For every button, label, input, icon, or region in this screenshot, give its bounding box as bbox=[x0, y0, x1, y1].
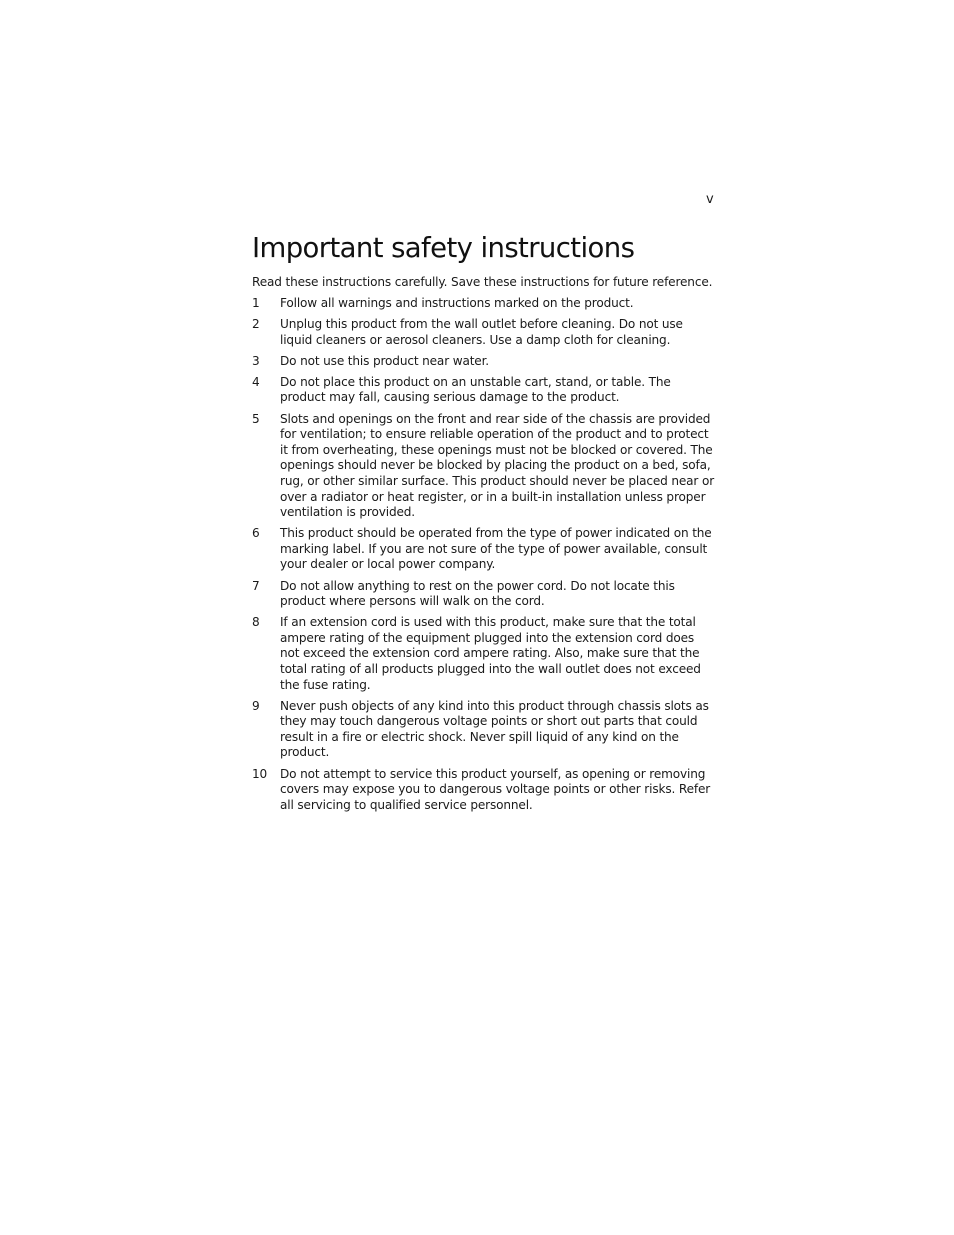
item-text: Do not place this product on an unstable cart, stand, or table. The product may fall, causing serious damage to the product. bbox=[280, 374, 671, 405]
item-text: Never push objects of any kind into this product through chassis slots as they may touch dangerous voltage points or short out parts that could result in a fire or electric shock. Never spill liquid of any kind on the product. bbox=[280, 698, 709, 760]
item-text: If an extension cord is used with this product, make sure that the total ampere rating of the equipment plugged into the extension cord does not exceed the extension cord ampere rating. Also, make sure that the total rating of all products plugged into the wall outlet does not exceed the fuse rating. bbox=[280, 615, 701, 692]
item-number: 10 bbox=[252, 766, 268, 781]
item-text: Unplug this product from the wall outlet before cleaning. Do not use liquid cleaners or aerosol cleaners. Use a damp cloth for cleaning. bbox=[280, 317, 683, 347]
item-text: Follow all warnings and instructions marked on the product. bbox=[280, 296, 634, 310]
page-title: Important safety instructions bbox=[252, 232, 635, 264]
list-item bbox=[252, 579, 717, 610]
item-number: 9 bbox=[252, 698, 260, 713]
safety-instructions-list bbox=[252, 296, 717, 813]
item-number: 8 bbox=[252, 615, 260, 630]
list-item bbox=[252, 615, 717, 693]
list-item bbox=[252, 296, 717, 312]
item-number: 2 bbox=[252, 317, 260, 332]
item-text: Do not allow anything to rest on the power cord. Do not locate this product where persons will walk on the cord. bbox=[280, 578, 675, 609]
list-item bbox=[252, 767, 717, 814]
item-number: 4 bbox=[252, 374, 260, 389]
list-item bbox=[252, 699, 717, 761]
item-number: 3 bbox=[252, 353, 260, 368]
item-text: This product should be operated from the type of power indicated on the marking label. If you are not sure of the type of power available, consult your dealer or local power company. bbox=[280, 526, 712, 572]
list-item bbox=[252, 354, 717, 370]
item-text: Slots and openings on the front and rear side of the chassis are provided for ventilation; to ensure reliable operation of the product and to protect it from overheating, these openings must not be blocked or covered. The openings should never be blocked by placing the product on a bed, sofa, rug, or other similar surface. This product should never be placed near or over a radiator or heat register, or in a built-in installation unless proper ventilation is provided. bbox=[280, 411, 715, 520]
item-text: Do not attempt to service this product yourself, as opening or removing covers may expose you to dangerous voltage points or other risks. Refer all servicing to qualified service personnel. bbox=[280, 766, 711, 812]
list-item bbox=[252, 526, 717, 573]
intro-paragraph: Read these instructions carefully. Save these instructions for future reference. bbox=[252, 275, 713, 289]
item-number: 7 bbox=[252, 578, 260, 593]
list-item bbox=[252, 375, 717, 406]
item-number: 6 bbox=[252, 526, 260, 541]
document-body bbox=[252, 230, 717, 819]
item-number: 1 bbox=[252, 296, 260, 310]
item-text: Do not use this product near water. bbox=[280, 353, 490, 368]
item-number: 5 bbox=[252, 411, 260, 426]
page-number: v bbox=[706, 192, 714, 207]
list-item bbox=[252, 317, 717, 348]
list-item bbox=[252, 412, 717, 521]
